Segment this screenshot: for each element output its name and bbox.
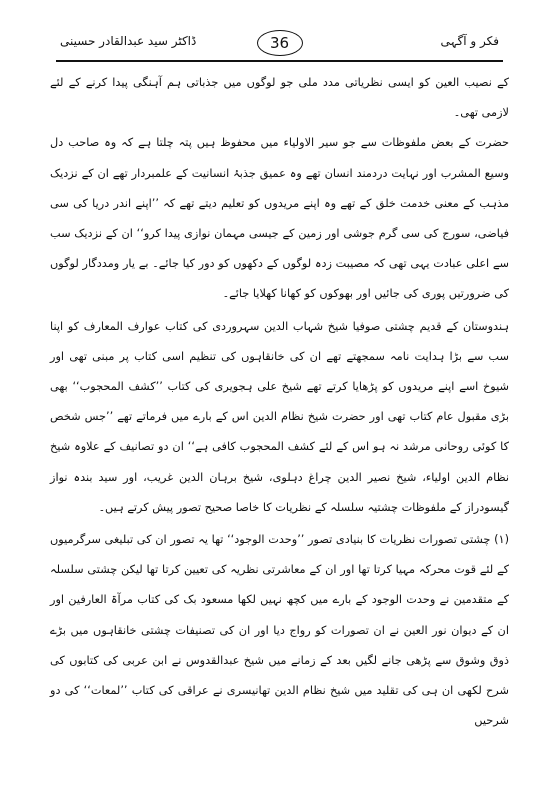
paragraph-4	[50, 525, 509, 736]
paragraph-3: ہندوستان کے قدیم چشتی صوفیا شیخ شہاب الدین سہروردی کی کتاب عوارف المعارف کو اپنا سب سے بڑا ہدایت نامہ سمجھتے تھے ان کی خانقاہوں کی تنظیم اسی کتاب پر مبنی تھی اور شیوخ اسے اپنے مریدوں کو پڑھایا کرتے تھے شیخ علی ہجویری کی کتاب ’’کشف المحجوب‘‘ بھی بڑی مقبول عام کتاب تھی اور حضرت شیخ نظام الدین اس کے بارے میں فرماتے تھے ’’جس شخص کا کوئی روحانی مرشد نہ ہو اس کے لئے کشف المحجوب کافی ہے‘‘ ان دو تصانیف کے علاوہ شیخ نظام الدین اولیاء، شیخ نصیر الدین چراغ دہلوی، شیخ برہان الدین غریب، اور سید بندہ نواز گیسودراز کے ملفوظات چشتیہ سلسلہ کے نظریات کا خاصا صحیح تصور پیش کرتے ہیں۔	[50, 319, 509, 514]
header-rule	[56, 60, 503, 62]
body-text	[50, 68, 509, 736]
book-title: فکر و آگہی	[440, 34, 499, 48]
paragraph-4-text: چشتی تصورات نظریات کا بنیادی تصور ’’وحدت الوجود‘‘ تھا یہ تصور ان کی تبلیغی سرگرمیوں کے لئے قوت محرکہ مہیا کرتا تھا اور ان کے معاشرتی نظریہ کی تعیین کرتا تھا لیکن چشتی سلسلہ کے متقدمین نے وحدت الوجود کے بارے میں کچھ نہیں لکھا مسعود بک کی کتاب مرآۃ العارفین اور ان کے دیوان نور العین نے ان تصورات کو رواج دیا اور ان کی تصنیفات چشتی خانقاہوں میں بڑے ذوق وشوق سے پڑھی جانے لگیں بعد کے زمانے میں شیخ عبدالقدوس نے ابن عربی کی کتابوں کی شرح لکھی ان ہی کی تقلید میں شیخ نظام الدین تھانیسری نے عراقی کی کتاب ’’لمعات‘‘ کی دو شرحیں	[50, 533, 509, 728]
item-number: (۱)	[494, 533, 510, 547]
paragraph-1: کے نصیب العین کو ایسی نظریاتی مدد ملی جو لوگوں میں جذباتی ہم آہنگی پیدا کرنے کے لئے لازمی تھی۔	[50, 76, 509, 120]
paragraph-2: حضرت کے بعض ملفوظات سے جو سیر الاولیاء میں محفوظ ہیں پتہ چلتا ہے کہ وہ صاحب دل وسیع المشرب اور نہایت دردمند انسان تھے وہ عمیق جذبۂ انسانیت کے علمبردار تھے ان کے نزدیک مذہب کے معنی خدمت خلق کے تھے وہ اپنے مریدوں کو تعلیم دیتے تھے کہ ’’اپنے اندر دریا کی سی فیاضی، سورج کی سی گرم جوشی اور زمین کے جیسی مہمان نوازی پیدا کرو‘‘ ان کے نزدیک سب سے اعلی عبادت یہی تھی کہ مصیبت زدہ لوگوں کے دکھوں کو دور کیا جائے۔ بے یار ومددگار لوگوں کی ضرورتیں پوری کی جائیں اور بھوکوں کو کھانا کھلایا جائے۔	[50, 136, 509, 301]
author-name: ڈاکٹر سید عبدالقادر حسینی	[60, 34, 197, 48]
page-number: 36	[257, 30, 303, 56]
page-header	[56, 30, 503, 62]
